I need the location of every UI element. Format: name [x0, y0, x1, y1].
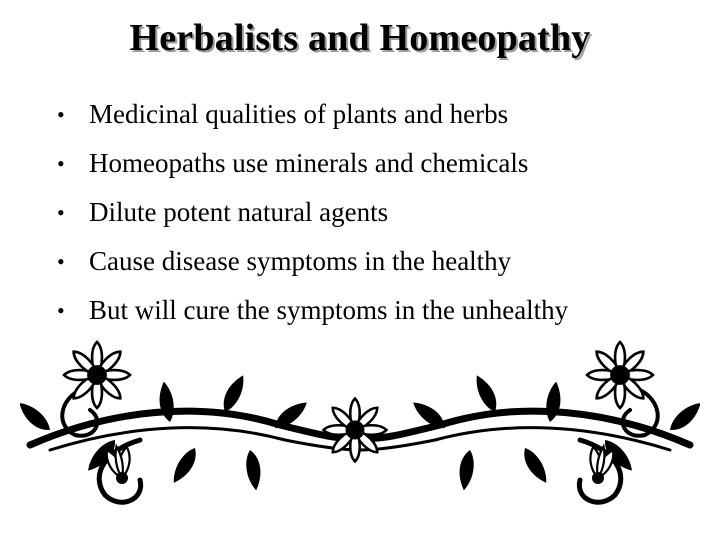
bullet-dot-icon: •: [57, 200, 65, 225]
bullet-dot-icon: •: [57, 102, 65, 127]
bullet-item-2: [55, 139, 568, 188]
bullet-item-3: [55, 188, 568, 237]
bullet-text: Dilute potent natural agents: [89, 197, 389, 227]
bullet-item-5: [55, 286, 568, 335]
slide-title: Herbalists and Homeopathy: [129, 17, 591, 59]
bullet-text: Cause disease symptoms in the healthy: [89, 246, 512, 276]
bullet-text: Homeopaths use minerals and chemicals: [89, 148, 529, 178]
bullet-text: Medicinal qualities of plants and herbs: [89, 99, 509, 129]
floral-vine-icon: [20, 330, 700, 530]
bullet-list: [55, 90, 568, 335]
bullet-text: But will cure the symptoms in the unhealthy: [89, 295, 569, 325]
bullet-dot-icon: •: [57, 151, 65, 176]
bullet-dot-icon: •: [57, 249, 65, 274]
bullet-dot-icon: •: [57, 298, 65, 323]
bullet-item-4: [55, 237, 568, 286]
bullet-item-1: [55, 90, 568, 139]
